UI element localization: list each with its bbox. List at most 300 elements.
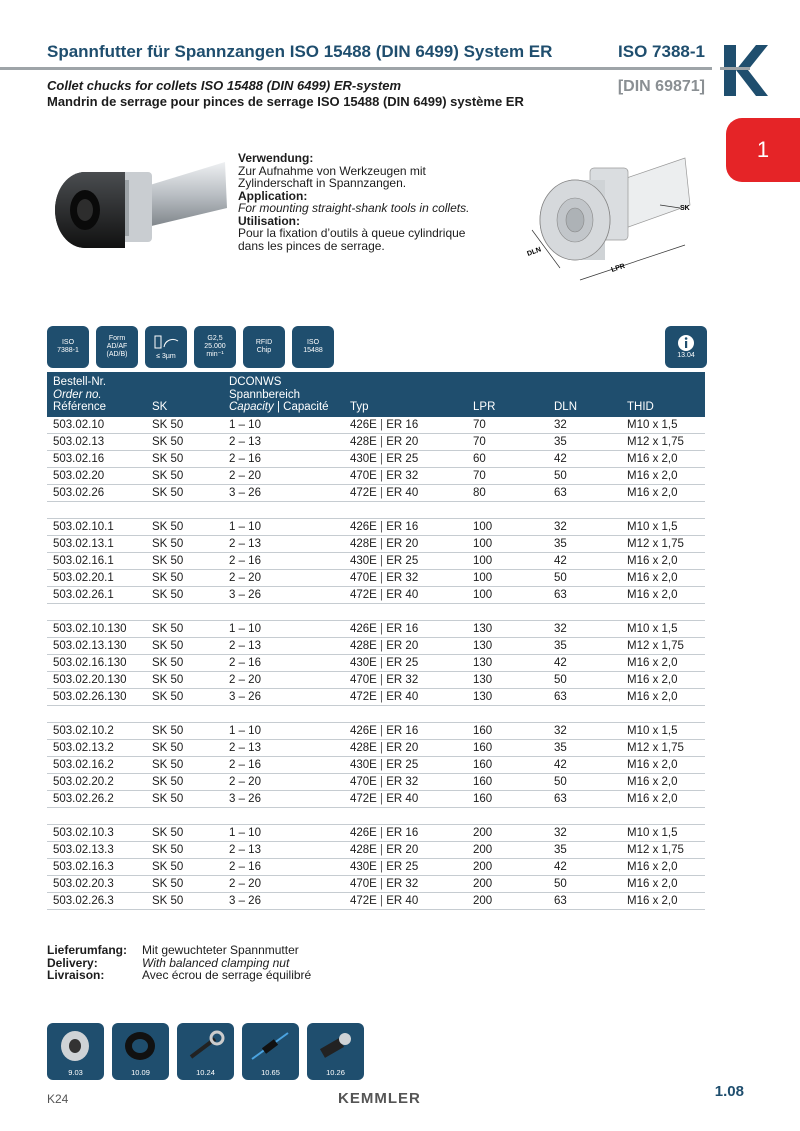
dln-value: 35 xyxy=(548,433,621,450)
collet-type: ER 16 xyxy=(386,520,419,533)
subtitle-en: Collet chucks for collets ISO 15488 (DIN 6499) ER-system xyxy=(47,78,402,93)
type-cell xyxy=(344,450,467,467)
type-code: 472E xyxy=(350,588,377,601)
thread-value: M12 x 1,75 xyxy=(621,841,705,858)
type-cell xyxy=(344,535,467,552)
din-norm-label: [DIN 69871] xyxy=(617,78,705,95)
badge-text: (AD/B) xyxy=(106,351,128,358)
header-text: Capacité xyxy=(283,401,329,413)
table-row xyxy=(47,518,705,535)
accessory-ref: 10.65 xyxy=(261,1068,280,1077)
order-number: 503.02.16.3 xyxy=(47,858,146,875)
table-row xyxy=(47,450,705,467)
type-code: 430E xyxy=(350,554,377,567)
technical-drawing xyxy=(520,150,715,300)
table-row xyxy=(47,722,705,739)
clamping-range: 2 – 20 xyxy=(223,569,344,586)
type-cell xyxy=(344,773,467,790)
col-lpr: LPR xyxy=(467,372,548,417)
lpr-value: 70 xyxy=(467,467,548,484)
thread-value: M16 x 2,0 xyxy=(621,892,705,909)
spacer-cell xyxy=(223,603,344,620)
separator: | xyxy=(376,554,387,567)
clamping-range: 1 – 10 xyxy=(223,518,344,535)
dln-value: 32 xyxy=(548,722,621,739)
clamping-range: 1 – 10 xyxy=(223,722,344,739)
dln-value: 63 xyxy=(548,688,621,705)
table-row xyxy=(47,569,705,586)
collet-type: ER 40 xyxy=(386,894,419,907)
taper-size: SK 50 xyxy=(146,467,223,484)
collet-type: ER 40 xyxy=(386,588,419,601)
thread-value: M16 x 2,0 xyxy=(621,688,705,705)
clamping-range: 2 – 16 xyxy=(223,450,344,467)
taper-size: SK 50 xyxy=(146,892,223,909)
spacer-cell xyxy=(467,603,548,620)
dln-value: 42 xyxy=(548,552,621,569)
taper-size: SK 50 xyxy=(146,858,223,875)
taper-size: SK 50 xyxy=(146,671,223,688)
col-dconws: DCONWS Spannbereich Capacity | Capacité xyxy=(223,372,344,417)
pull-stud-icon xyxy=(315,1029,355,1063)
dln-value: 50 xyxy=(548,773,621,790)
order-number: 503.02.10 xyxy=(47,417,146,434)
usage-text xyxy=(238,152,478,252)
type-cell xyxy=(344,790,467,807)
type-cell xyxy=(344,467,467,484)
product-photo xyxy=(45,150,230,280)
clamping-range: 2 – 13 xyxy=(223,637,344,654)
type-cell xyxy=(344,620,467,637)
page-title: Spannfutter für Spannzangen ISO 15488 (DIN 6499) System ER xyxy=(47,42,553,61)
order-number: 503.02.26.1 xyxy=(47,586,146,603)
type-code: 470E xyxy=(350,775,377,788)
accessory-collet[interactable] xyxy=(47,1023,104,1080)
clamping-range: 1 – 10 xyxy=(223,824,344,841)
accessory-ref: 10.24 xyxy=(196,1068,215,1077)
spacer-cell xyxy=(344,705,467,722)
order-number: 503.02.13.1 xyxy=(47,535,146,552)
lpr-value: 200 xyxy=(467,875,548,892)
order-number: 503.02.20.2 xyxy=(47,773,146,790)
order-number: 503.02.20 xyxy=(47,467,146,484)
type-code: 426E xyxy=(350,520,377,533)
collet-type: ER 20 xyxy=(386,537,419,550)
type-code: 426E xyxy=(350,418,377,431)
collet-type: ER 25 xyxy=(386,656,419,669)
type-cell xyxy=(344,484,467,501)
thread-value: M12 x 1,75 xyxy=(621,637,705,654)
delivery-text-de: Mit gewuchteter Spannmutter xyxy=(142,943,299,957)
separator: | xyxy=(376,656,387,669)
delivery-text-fr: Avec écrou de serrage équilibré xyxy=(142,968,312,982)
badge-text: 7388-1 xyxy=(57,347,79,354)
badge-text: ISO xyxy=(306,339,320,346)
dln-value: 42 xyxy=(548,654,621,671)
clamping-range: 2 – 20 xyxy=(223,671,344,688)
lpr-value: 130 xyxy=(467,671,548,688)
collet-type: ER 25 xyxy=(386,860,419,873)
clamping-range: 2 – 20 xyxy=(223,875,344,892)
thread-value: M16 x 2,0 xyxy=(621,467,705,484)
collet-type: ER 25 xyxy=(386,452,419,465)
order-number: 503.02.13.2 xyxy=(47,739,146,756)
table-row xyxy=(47,552,705,569)
lpr-value: 100 xyxy=(467,569,548,586)
type-code: 470E xyxy=(350,673,377,686)
taper-size: SK 50 xyxy=(146,824,223,841)
delivery-text-en: With balanced clamping nut xyxy=(142,955,290,970)
group-spacer xyxy=(47,501,705,518)
table-row xyxy=(47,773,705,790)
table-row xyxy=(47,417,705,434)
col-thid: THID xyxy=(621,372,705,417)
taper-size: SK 50 xyxy=(146,688,223,705)
dln-value: 32 xyxy=(548,518,621,535)
type-cell xyxy=(344,417,467,434)
thread-value: M16 x 2,0 xyxy=(621,484,705,501)
col-typ: Typ xyxy=(344,372,467,417)
type-code: 470E xyxy=(350,877,377,890)
table-row xyxy=(47,620,705,637)
clamping-range: 2 – 13 xyxy=(223,739,344,756)
dln-value: 42 xyxy=(548,858,621,875)
header-text: Capacity xyxy=(229,401,274,413)
taper-size: SK 50 xyxy=(146,552,223,569)
dln-value: 42 xyxy=(548,756,621,773)
separator: | xyxy=(376,452,387,465)
collet-type: ER 32 xyxy=(386,469,419,482)
thread-value: M16 x 2,0 xyxy=(621,450,705,467)
header-text: DCONWS xyxy=(229,376,282,388)
clamping-range: 2 – 13 xyxy=(223,535,344,552)
separator: | xyxy=(376,622,387,635)
badge-text: RFID xyxy=(255,339,273,346)
lpr-value: 130 xyxy=(467,620,548,637)
separator: | xyxy=(376,843,387,856)
accessory-brush[interactable] xyxy=(242,1023,299,1080)
dln-value: 42 xyxy=(548,450,621,467)
badge-text: ≤ 3µm xyxy=(156,353,176,360)
separator: | xyxy=(376,537,387,550)
separator: | xyxy=(376,571,387,584)
type-cell xyxy=(344,586,467,603)
spacer-cell xyxy=(47,705,146,722)
accessory-nut[interactable] xyxy=(112,1023,169,1080)
table-row xyxy=(47,467,705,484)
collet-type: ER 32 xyxy=(386,673,419,686)
iso-norm-label: ISO 7388-1 xyxy=(618,42,705,61)
thread-value: M10 x 1,5 xyxy=(621,824,705,841)
lpr-value: 200 xyxy=(467,858,548,875)
table-row xyxy=(47,433,705,450)
accessory-wrench[interactable] xyxy=(177,1023,234,1080)
thread-value: M12 x 1,75 xyxy=(621,739,705,756)
type-code: 430E xyxy=(350,452,377,465)
order-number: 503.02.13 xyxy=(47,433,146,450)
separator: | xyxy=(376,520,387,533)
usage-fr-heading: Utilisation: xyxy=(238,213,300,228)
thread-value: M10 x 1,5 xyxy=(621,722,705,739)
thread-value: M16 x 2,0 xyxy=(621,671,705,688)
drawing-label-lpr: LPR xyxy=(610,262,626,274)
collet-type: ER 20 xyxy=(386,639,419,652)
dln-value: 50 xyxy=(548,467,621,484)
thread-value: M16 x 2,0 xyxy=(621,586,705,603)
collet-type: ER 40 xyxy=(386,792,419,805)
wrench-icon xyxy=(185,1029,225,1063)
type-cell xyxy=(344,858,467,875)
lpr-value: 100 xyxy=(467,535,548,552)
type-cell xyxy=(344,824,467,841)
usage-en-heading: Application: xyxy=(238,188,308,203)
cleaning-brush-icon xyxy=(250,1029,290,1063)
feature-badges xyxy=(47,326,334,368)
dln-value: 63 xyxy=(548,892,621,909)
lpr-value: 100 xyxy=(467,518,548,535)
thread-value: M10 x 1,5 xyxy=(621,417,705,434)
spacer-cell xyxy=(146,603,223,620)
type-code: 428E xyxy=(350,537,377,550)
delivery-labels xyxy=(47,944,127,982)
product-table xyxy=(47,372,705,910)
lpr-value: 130 xyxy=(467,637,548,654)
type-cell xyxy=(344,518,467,535)
type-code: 430E xyxy=(350,758,377,771)
group-spacer xyxy=(47,807,705,824)
clamping-nut-icon xyxy=(120,1029,160,1063)
dln-value: 63 xyxy=(548,790,621,807)
spacer-cell xyxy=(146,501,223,518)
separator: | xyxy=(376,741,387,754)
separator: | xyxy=(376,792,387,805)
accessory-links xyxy=(47,1023,364,1080)
separator: | xyxy=(376,673,387,686)
spacer-cell xyxy=(47,807,146,824)
clamping-range: 3 – 26 xyxy=(223,790,344,807)
lpr-value: 100 xyxy=(467,552,548,569)
order-number: 503.02.16.1 xyxy=(47,552,146,569)
collet-type: ER 25 xyxy=(386,554,419,567)
separator: | xyxy=(376,877,387,890)
clamping-range: 2 – 16 xyxy=(223,552,344,569)
lpr-value: 160 xyxy=(467,790,548,807)
lpr-value: 160 xyxy=(467,739,548,756)
type-code: 430E xyxy=(350,860,377,873)
type-cell xyxy=(344,654,467,671)
spacer-cell xyxy=(223,807,344,824)
taper-size: SK 50 xyxy=(146,722,223,739)
order-number: 503.02.26 xyxy=(47,484,146,501)
order-number: 503.02.10.130 xyxy=(47,620,146,637)
taper-size: SK 50 xyxy=(146,569,223,586)
drawing-label-sk: SK xyxy=(680,205,690,212)
order-number: 503.02.26.130 xyxy=(47,688,146,705)
order-number: 503.02.16.130 xyxy=(47,654,146,671)
lpr-value: 130 xyxy=(467,654,548,671)
spacer-cell xyxy=(548,705,621,722)
taper-size: SK 50 xyxy=(146,637,223,654)
dln-value: 35 xyxy=(548,637,621,654)
runout-badge xyxy=(145,326,187,368)
badge-text: Form xyxy=(108,335,126,342)
thread-value: M12 x 1,75 xyxy=(621,433,705,450)
spacer-cell xyxy=(467,501,548,518)
info-icon xyxy=(677,334,695,352)
clamping-range: 2 – 13 xyxy=(223,433,344,450)
dln-value: 63 xyxy=(548,586,621,603)
drawing-label-dln: DLN xyxy=(526,246,543,258)
thread-value: M16 x 2,0 xyxy=(621,790,705,807)
taper-size: SK 50 xyxy=(146,773,223,790)
spacer-cell xyxy=(344,603,467,620)
type-code: 428E xyxy=(350,843,377,856)
collet-type: ER 40 xyxy=(386,690,419,703)
runout-gauge-icon xyxy=(152,333,180,353)
iso-7388-badge xyxy=(47,326,89,368)
type-code: 470E xyxy=(350,571,377,584)
type-code: 472E xyxy=(350,690,377,703)
rfid-badge xyxy=(243,326,285,368)
spacer-cell xyxy=(621,705,705,722)
taper-size: SK 50 xyxy=(146,535,223,552)
separator: | xyxy=(376,690,387,703)
clamping-range: 2 – 20 xyxy=(223,467,344,484)
type-cell xyxy=(344,722,467,739)
spacer-cell xyxy=(223,705,344,722)
table-row xyxy=(47,637,705,654)
col-dln: DLN xyxy=(548,372,621,417)
taper-size: SK 50 xyxy=(146,484,223,501)
dln-value: 32 xyxy=(548,620,621,637)
thread-value: M16 x 2,0 xyxy=(621,858,705,875)
lpr-value: 130 xyxy=(467,688,548,705)
dln-value: 35 xyxy=(548,739,621,756)
header-text: Spannbereich xyxy=(229,388,300,401)
lpr-value: 160 xyxy=(467,756,548,773)
clamping-range: 2 – 16 xyxy=(223,858,344,875)
table-row xyxy=(47,756,705,773)
collet-type: ER 16 xyxy=(386,622,419,635)
order-number: 503.02.13.130 xyxy=(47,637,146,654)
order-number: 503.02.16.2 xyxy=(47,756,146,773)
separator: | xyxy=(376,435,387,448)
info-ref-text: 13.04 xyxy=(677,352,695,359)
collet-type: ER 16 xyxy=(386,826,419,839)
thread-value: M16 x 2,0 xyxy=(621,552,705,569)
badge-text: AD/AF xyxy=(106,343,128,350)
usage-fr-text: Pour la fixation d’outils à queue cylindrique dans les pinces de serrage. xyxy=(238,226,466,253)
order-number: 503.02.10.1 xyxy=(47,518,146,535)
usage-de-text: Zur Aufnahme von Werkzeugen mit Zylinderschaft in Spannzangen. xyxy=(238,163,426,190)
dln-value: 32 xyxy=(548,417,621,434)
delivery-label-de: Lieferumfang: xyxy=(47,943,128,957)
type-code: 428E xyxy=(350,435,377,448)
delivery-label-en: Delivery: xyxy=(47,955,98,970)
delivery-label-fr: Livraison: xyxy=(47,968,105,982)
type-cell xyxy=(344,637,467,654)
order-number: 503.02.16 xyxy=(47,450,146,467)
table-row xyxy=(47,654,705,671)
separator: | xyxy=(376,469,387,482)
accessory-pull-stud[interactable] xyxy=(307,1023,364,1080)
clamping-range: 2 – 13 xyxy=(223,841,344,858)
separator: | xyxy=(376,826,387,839)
lpr-value: 200 xyxy=(467,892,548,909)
clamping-range: 3 – 26 xyxy=(223,484,344,501)
separator: | xyxy=(376,724,387,737)
separator: | xyxy=(376,860,387,873)
table-row xyxy=(47,586,705,603)
collet-type: ER 32 xyxy=(386,571,419,584)
taper-size: SK 50 xyxy=(146,790,223,807)
type-cell xyxy=(344,892,467,909)
collet-type: ER 32 xyxy=(386,775,419,788)
order-number: 503.02.20.3 xyxy=(47,875,146,892)
spacer-cell xyxy=(467,807,548,824)
thread-value: M16 x 2,0 xyxy=(621,569,705,586)
type-code: 430E xyxy=(350,656,377,669)
type-cell xyxy=(344,841,467,858)
spacer-cell xyxy=(621,807,705,824)
thread-value: M16 x 2,0 xyxy=(621,875,705,892)
type-cell xyxy=(344,688,467,705)
table-row xyxy=(47,892,705,909)
dln-value: 50 xyxy=(548,875,621,892)
type-code: 428E xyxy=(350,639,377,652)
collet-type: ER 20 xyxy=(386,843,419,856)
spacer-cell xyxy=(47,603,146,620)
thread-value: M10 x 1,5 xyxy=(621,620,705,637)
type-cell xyxy=(344,875,467,892)
chapter-tab[interactable]: 1 xyxy=(726,118,800,182)
spacer-cell xyxy=(344,501,467,518)
type-cell xyxy=(344,569,467,586)
col-sk: SK xyxy=(146,372,223,417)
spacer-cell xyxy=(146,705,223,722)
info-badge[interactable] xyxy=(665,326,707,368)
collet-type: ER 20 xyxy=(386,435,419,448)
kemmler-logo xyxy=(720,43,770,98)
clamping-range: 3 – 26 xyxy=(223,892,344,909)
usage-en-text: For mounting straight-shank tools in collets. xyxy=(238,201,470,215)
order-number: 503.02.10.3 xyxy=(47,824,146,841)
type-cell xyxy=(344,671,467,688)
group-spacer xyxy=(47,603,705,620)
order-number: 503.02.20.130 xyxy=(47,671,146,688)
taper-size: SK 50 xyxy=(146,433,223,450)
dln-value: 35 xyxy=(548,841,621,858)
badge-text: 25.000 xyxy=(204,343,226,350)
taper-size: SK 50 xyxy=(146,841,223,858)
subtitle-fr: Mandrin de serrage pour pinces de serrage ISO 15488 (DIN 6499) système ER xyxy=(47,94,524,109)
usage-de-heading: Verwendung: xyxy=(238,151,314,165)
table-row xyxy=(47,790,705,807)
collet-type: ER 25 xyxy=(386,758,419,771)
table-row xyxy=(47,535,705,552)
accessory-ref: 10.26 xyxy=(326,1068,345,1077)
badge-text: min⁻¹ xyxy=(206,351,224,358)
taper-size: SK 50 xyxy=(146,518,223,535)
accessory-ref: 10.09 xyxy=(131,1068,150,1077)
clamping-range: 2 – 20 xyxy=(223,773,344,790)
iso-15488-badge xyxy=(292,326,334,368)
type-code: 426E xyxy=(350,826,377,839)
lpr-value: 200 xyxy=(467,841,548,858)
badge-text: ISO xyxy=(61,339,75,346)
header-text: Order no. xyxy=(53,388,102,401)
taper-size: SK 50 xyxy=(146,875,223,892)
